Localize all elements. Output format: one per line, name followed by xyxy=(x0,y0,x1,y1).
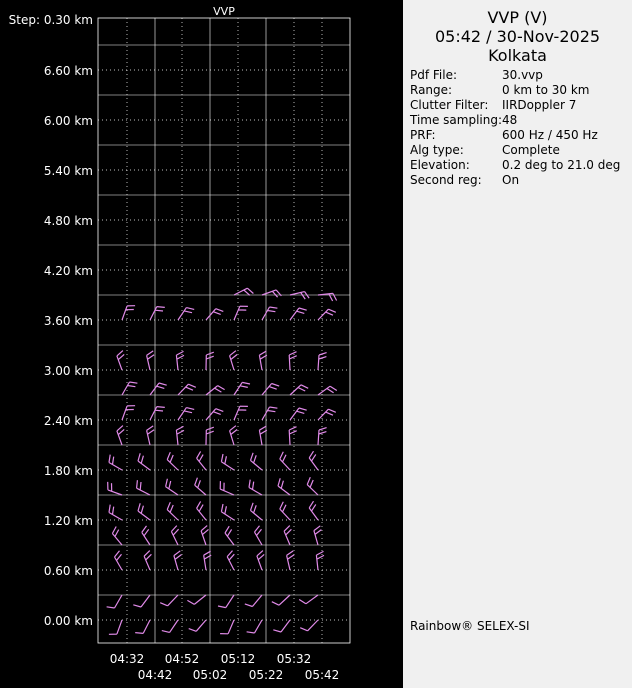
wind-barb xyxy=(280,502,290,520)
wind-barb xyxy=(262,307,277,320)
x-tick-label: 05:22 xyxy=(248,668,284,682)
wind-barb xyxy=(230,351,238,370)
wind-barb xyxy=(234,306,248,320)
param-value: Complete xyxy=(502,143,560,157)
y-tick-label: 4.80 km xyxy=(43,214,93,228)
param-key: Time sampling: xyxy=(410,113,503,127)
param-key: Elevation: xyxy=(410,158,470,172)
product-title: VVP (V) xyxy=(487,8,548,27)
param-key: Pdf File: xyxy=(410,68,458,82)
wind-barb xyxy=(176,426,184,445)
wind-barb xyxy=(174,551,182,570)
wind-barb xyxy=(255,526,263,545)
wind-barb xyxy=(318,409,336,420)
x-tick-label: 04:52 xyxy=(164,652,200,666)
wind-barb xyxy=(221,504,234,520)
wind-barb xyxy=(318,309,336,320)
wind-barb xyxy=(299,595,318,604)
wind-barb xyxy=(230,426,238,445)
wind-barb xyxy=(247,620,262,633)
wind-barb xyxy=(147,426,155,445)
wind-barb xyxy=(178,408,194,420)
wind-barb xyxy=(289,427,296,445)
param-value: 0 km to 30 km xyxy=(502,83,590,97)
y-tick-label: 0.00 km xyxy=(43,614,93,628)
wind-barb xyxy=(273,620,290,632)
wind-barb xyxy=(142,526,150,545)
wind-barb xyxy=(251,503,263,520)
wind-barb xyxy=(135,620,150,633)
wind-barb xyxy=(122,406,135,420)
wind-barb xyxy=(218,595,234,608)
wind-barb xyxy=(195,478,206,495)
wind-barb xyxy=(138,503,150,520)
wind-barb xyxy=(115,551,123,570)
wind-barb xyxy=(162,620,178,632)
wind-barb xyxy=(171,526,178,545)
param-value: On xyxy=(502,173,520,187)
wind-barb xyxy=(201,526,208,545)
info-panel xyxy=(403,0,632,688)
wind-barb xyxy=(234,382,250,395)
wind-barb xyxy=(167,452,178,470)
x-tick-label: 05:32 xyxy=(276,652,312,666)
wind-barb xyxy=(280,452,290,470)
wind-barb xyxy=(272,595,290,605)
y-tick-label: 0.60 km xyxy=(43,564,93,578)
wind-barb xyxy=(138,453,150,470)
product-datetime: 05:42 / 30-Nov-2025 xyxy=(434,27,601,46)
param-value: 30.vvp xyxy=(502,68,543,82)
wind-barb xyxy=(189,620,206,631)
wind-barb xyxy=(220,620,234,634)
y-tick-label: 3.00 km xyxy=(43,364,93,378)
y-tick-label: 1.20 km xyxy=(43,514,93,528)
wind-barb xyxy=(206,409,223,420)
wind-barb xyxy=(117,426,124,445)
wind-barb xyxy=(314,526,322,545)
wind-barb xyxy=(262,290,281,297)
vendor-footer: Rainbow® SELEX-SI xyxy=(410,619,530,633)
wind-barb xyxy=(178,384,196,395)
wind-barb xyxy=(225,526,234,545)
wind-barb xyxy=(290,408,307,420)
y-tick-label: 3.60 km xyxy=(43,314,93,328)
wind-barb xyxy=(107,595,122,608)
wind-barb xyxy=(262,407,277,420)
wind-barb xyxy=(289,352,296,370)
wind-barb xyxy=(197,451,206,470)
param-key: Alg type: xyxy=(410,143,464,157)
y-tick-label: 5.40 km xyxy=(43,164,93,178)
wind-barb xyxy=(150,407,165,420)
wind-barb xyxy=(147,351,155,370)
wind-barb xyxy=(227,551,234,570)
x-tick-label: 05:02 xyxy=(192,668,228,682)
wind-barb xyxy=(300,620,318,631)
param-value: 0.2 deg to 21.0 deg xyxy=(502,158,621,172)
wind-barb xyxy=(122,306,135,320)
param-key: Clutter Filter: xyxy=(410,98,489,112)
chart-title: VVP xyxy=(213,5,235,18)
wind-barb xyxy=(318,293,337,301)
wind-barb xyxy=(108,482,122,495)
y-tick-label: 6.00 km xyxy=(43,114,93,128)
wind-barb xyxy=(109,620,122,634)
param-value: IIRDoppler 7 xyxy=(502,98,577,112)
param-value: 48 xyxy=(502,113,518,127)
wind-barb xyxy=(290,308,307,320)
wind-barb xyxy=(245,595,262,607)
wind-barb xyxy=(251,453,263,470)
param-key: Second reg: xyxy=(410,173,482,187)
y-tick-label: 1.80 km xyxy=(43,464,93,478)
wind-barb xyxy=(249,480,262,495)
wind-barb xyxy=(150,383,167,395)
wind-barb xyxy=(278,478,290,495)
param-key: PRF: xyxy=(410,128,436,142)
wind-barb xyxy=(206,386,225,395)
wind-barb xyxy=(220,481,234,495)
wind-barb xyxy=(109,505,122,520)
wind-barb xyxy=(144,551,151,570)
wind-barb xyxy=(137,480,150,495)
wind-barb xyxy=(309,501,318,520)
wind-barb xyxy=(109,455,122,470)
wind-barb xyxy=(133,595,150,607)
wind-barb xyxy=(318,386,337,395)
wind-barb xyxy=(122,382,137,395)
y-tick-label: 2.40 km xyxy=(43,414,93,428)
x-tick-label: 05:42 xyxy=(304,668,340,682)
param-value: 600 Hz / 450 Hz xyxy=(502,128,598,142)
wind-barb xyxy=(262,384,279,396)
y-axis-step-label: Step: 0.30 km xyxy=(8,13,93,27)
wind-barb xyxy=(150,307,165,320)
wind-barb xyxy=(176,351,184,370)
wind-barb xyxy=(290,292,309,300)
plot-frame xyxy=(98,18,350,643)
x-tick-label: 05:12 xyxy=(220,652,256,666)
wind-barb xyxy=(287,551,295,570)
wind-barb xyxy=(234,288,253,295)
wind-barb xyxy=(284,526,291,545)
wind-barb xyxy=(307,477,318,495)
wind-barb xyxy=(309,451,318,470)
wind-barb xyxy=(112,527,122,546)
wind-barb xyxy=(117,351,124,370)
wind-barb xyxy=(178,308,194,320)
wind-barb xyxy=(316,551,324,570)
wind-barb xyxy=(167,502,178,520)
product-location: Kolkata xyxy=(488,46,547,65)
wind-barb xyxy=(234,406,248,420)
wind-barb xyxy=(290,385,308,395)
wind-barb xyxy=(166,479,178,495)
wind-barb xyxy=(257,551,264,570)
wind-barb xyxy=(197,501,206,520)
wind-barb xyxy=(206,309,223,320)
wind-barb xyxy=(187,595,206,604)
x-tick-label: 04:42 xyxy=(137,668,173,682)
wind-barb xyxy=(160,595,178,606)
y-tick-label: 4.20 km xyxy=(43,264,93,278)
y-tick-label: 6.60 km xyxy=(43,64,93,78)
x-tick-label: 04:32 xyxy=(109,652,145,666)
param-key: Range: xyxy=(410,83,453,97)
wind-barb xyxy=(221,454,234,470)
wind-barb xyxy=(318,353,327,370)
